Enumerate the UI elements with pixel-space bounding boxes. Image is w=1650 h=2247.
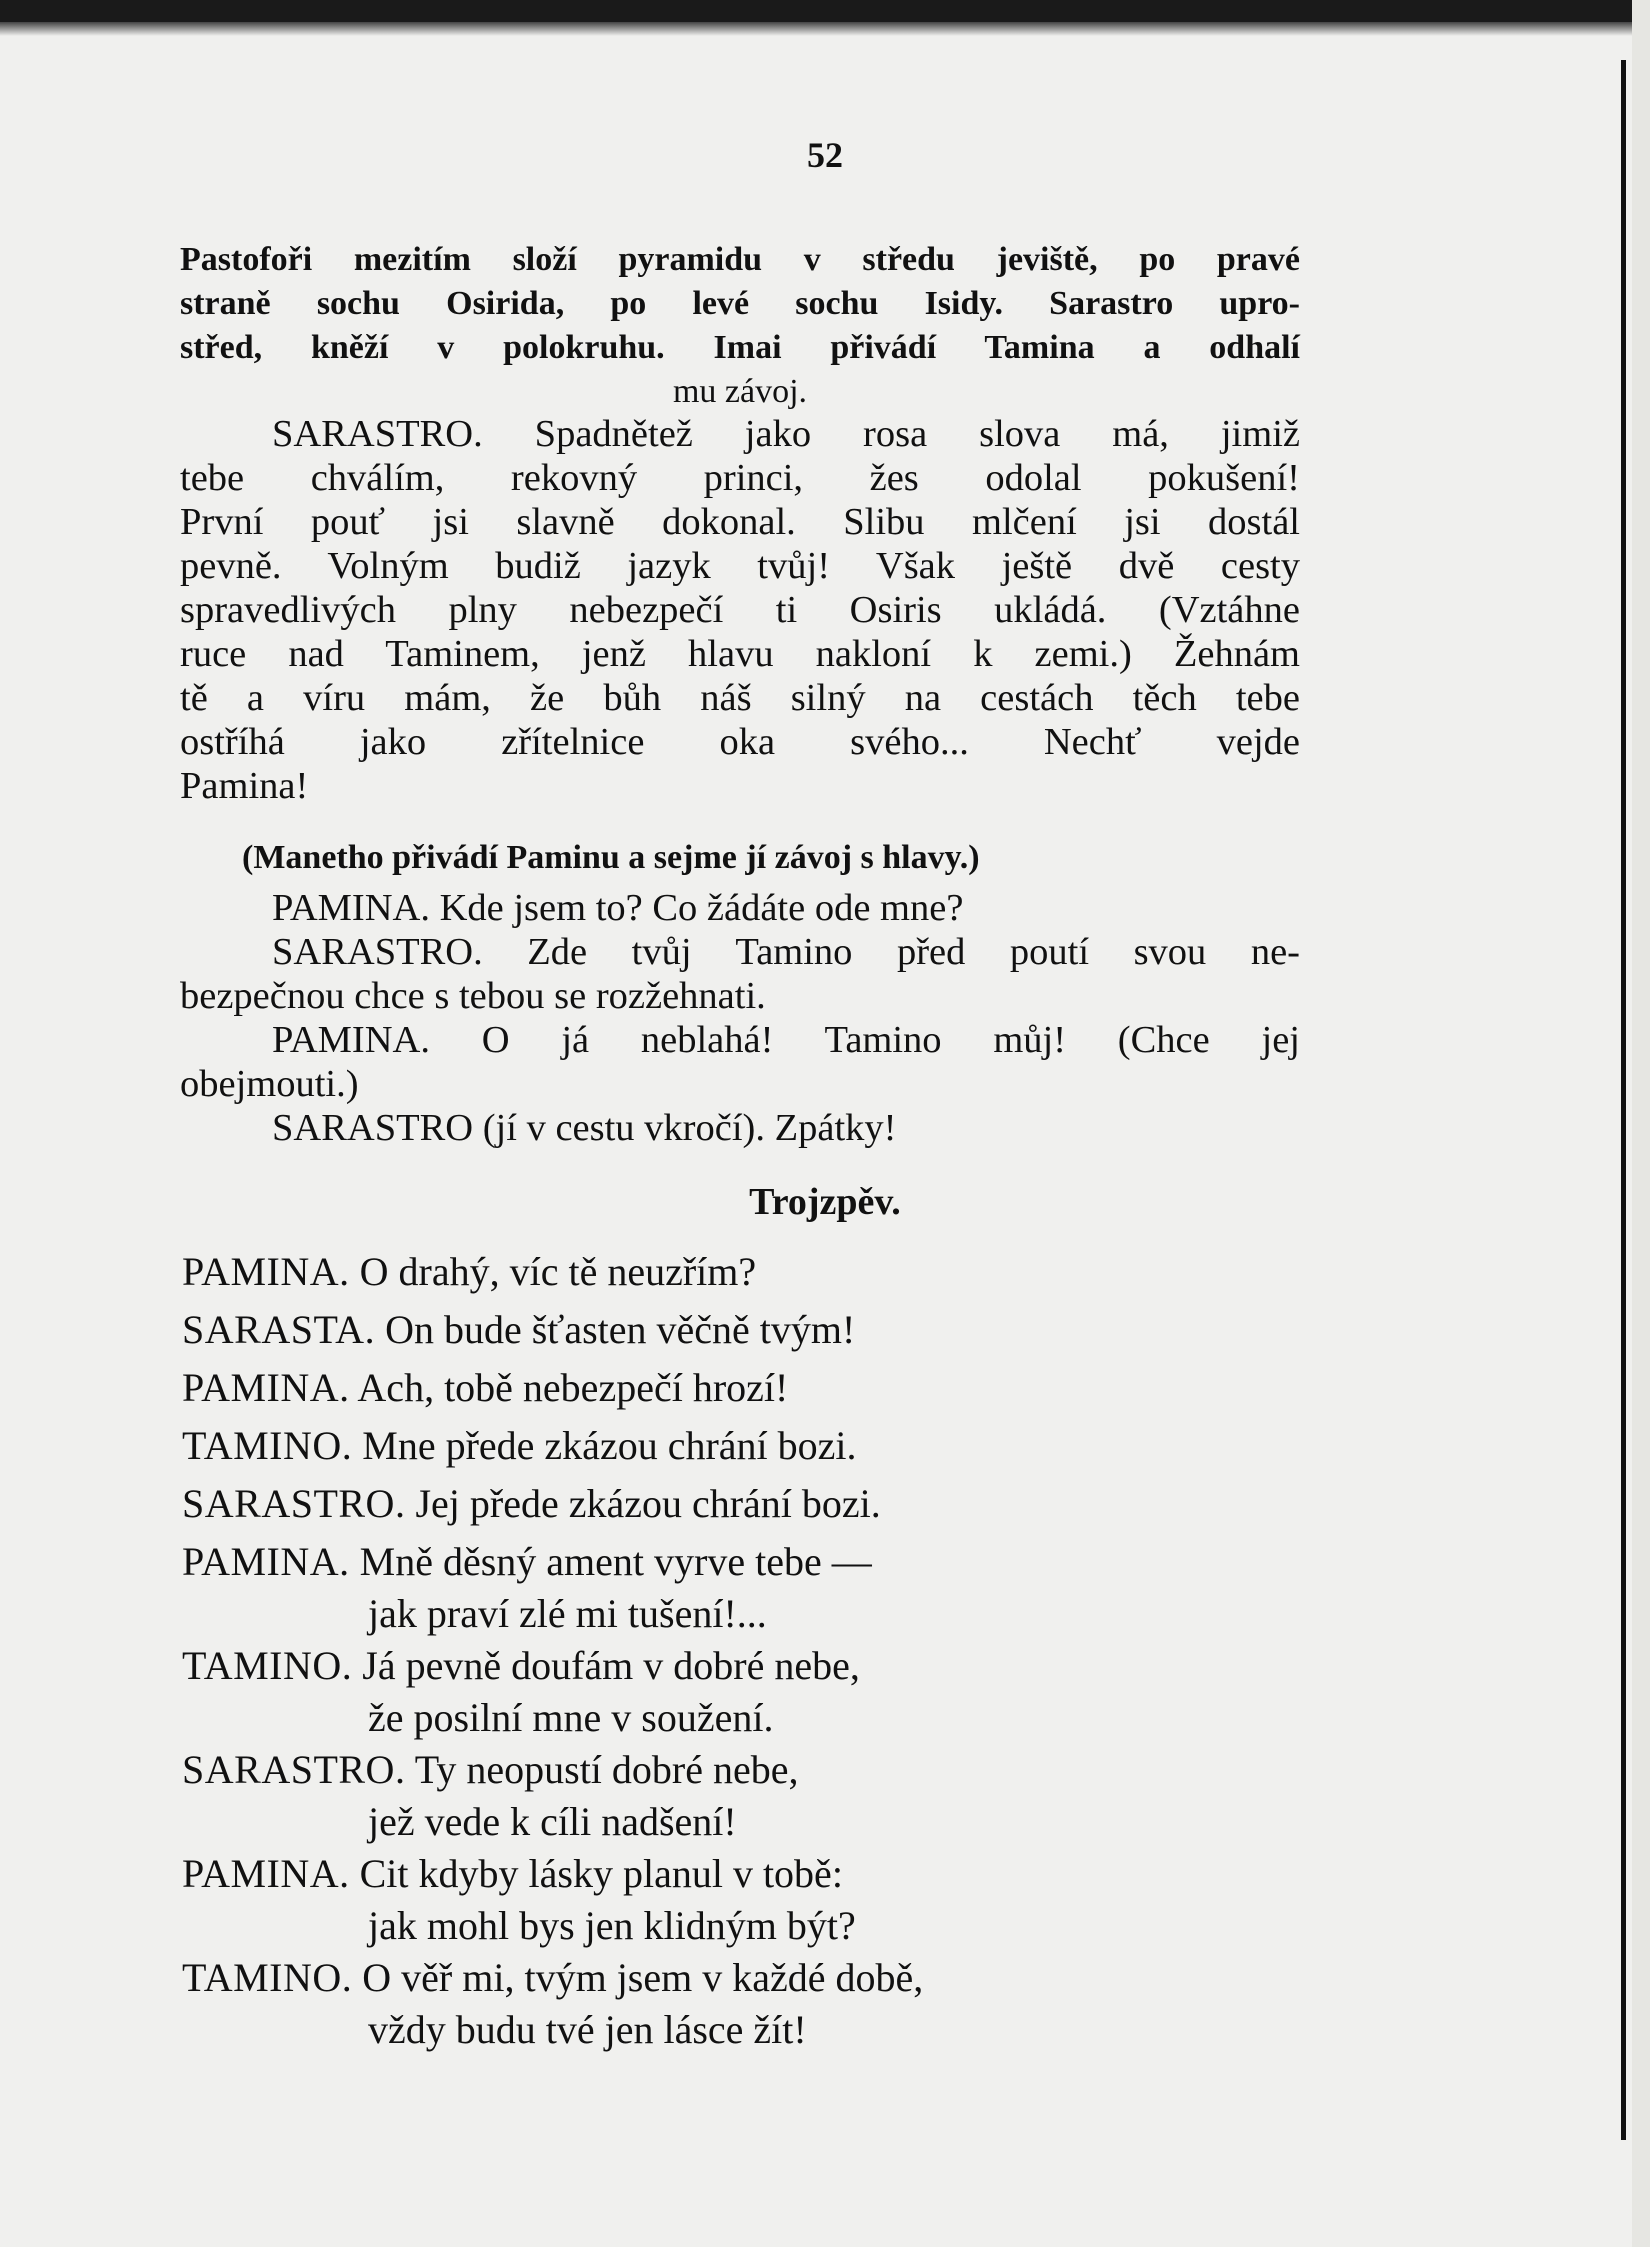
verse-line xyxy=(182,1301,1282,1359)
verse-text: Ach, tobě nebezpečí hrozí! xyxy=(357,1365,789,1410)
verse-text: On bude šťasten věčně tvým! xyxy=(385,1307,856,1352)
scan-top-border xyxy=(0,0,1650,22)
stage-direction-opening xyxy=(180,238,1300,414)
verse-text: O věř mi, tvým jsem v každé době, xyxy=(362,1955,924,2000)
text-line: tě a víru mám, že bůh náš silný na cestách těch tebe xyxy=(180,677,1300,719)
text-line: Pamina! xyxy=(180,765,309,807)
speaker-name: TAMINO. xyxy=(182,1423,353,1468)
text-line: PAMINA. O já neblahá! Tamino můj! (Chce jej xyxy=(272,1019,1300,1061)
text-line: obejmouti.) xyxy=(180,1063,359,1105)
verse-continuation: jak mohl bys jen klidným být? xyxy=(368,1903,856,1948)
speaker-name: PAMINA. xyxy=(182,1365,350,1410)
verse-line xyxy=(182,1533,1282,1591)
trio-heading: Trojzpěv. xyxy=(749,1181,901,1223)
trio-verses xyxy=(182,1243,1282,2053)
text-line: tebe chválím, rekovný princi, žes odolal pokušení! xyxy=(180,457,1300,499)
verse-line xyxy=(182,1417,1282,1475)
text-line: (Manetho přivádí Paminu a sejme jí závoj s hlavy.) xyxy=(242,839,980,876)
text-line: spravedlivých plny nebezpečí ti Osiris ukládá. (Vztáhne xyxy=(180,589,1300,631)
speaker-name: TAMINO. xyxy=(182,1955,353,2000)
verse-continuation: vždy budu tvé jen lásce žít! xyxy=(368,2007,807,2052)
sarastro-speech xyxy=(180,412,1300,808)
verse-line xyxy=(182,1637,1282,1695)
verse-continuation: jak praví zlé mi tušení!... xyxy=(368,1591,767,1636)
verse-line xyxy=(182,1949,1282,2007)
page-number: 52 xyxy=(807,135,843,175)
verse-text: Já pevně doufám v dobré nebe, xyxy=(362,1643,860,1688)
stage-direction-manetho xyxy=(180,836,1300,880)
verse-line xyxy=(182,1845,1282,1903)
text-line: straně sochu Osirida, po levé sochu Isidy. Sarastro upro- xyxy=(180,285,1300,322)
text-line: bezpečnou chce s tebou se rozžehnati. xyxy=(180,975,766,1017)
speaker-name: TAMINO. xyxy=(182,1643,353,1688)
verse-text: Mne přede zkázou chrání bozi. xyxy=(362,1423,857,1468)
text-line: SARASTRO. Spadnětež jako rosa slova má, jimiž xyxy=(272,413,1300,455)
verse-line xyxy=(182,1359,1282,1417)
speaker-name: PAMINA. xyxy=(182,1249,350,1294)
text-line: Pastofoři mezitím složí pyramidu v středu jeviště, po pravé xyxy=(180,241,1300,278)
speaker-name: PAMINA. xyxy=(182,1851,350,1896)
scan-right-edge xyxy=(1632,0,1650,2247)
speaker-name: SARASTRO. xyxy=(182,1747,406,1792)
verse-text: Cit kdyby lásky planul v tobě: xyxy=(359,1851,843,1896)
dialogue xyxy=(180,886,1300,1150)
speaker-name: SARASTRO. xyxy=(182,1481,406,1526)
binding-rule xyxy=(1621,60,1626,2140)
verse-text: O drahý, víc tě neuzřím? xyxy=(359,1249,757,1294)
text-line: První pouť jsi slavně dokonal. Slibu mlčení jsi dostál xyxy=(180,501,1300,543)
text-line: SARASTRO. Zde tvůj Tamino před poutí svou ne- xyxy=(272,931,1300,973)
verse-text: Ty neopustí dobré nebe, xyxy=(414,1747,799,1792)
verse-text: Jej přede zkázou chrání bozi. xyxy=(415,1481,881,1526)
scan-top-shadow xyxy=(0,22,1650,36)
text-line: střed, kněží v polokruhu. Imai přivádí Tamina a odhalí xyxy=(180,329,1300,366)
verse-continuation: jež vede k cíli nadšení! xyxy=(368,1799,737,1844)
text-line: ostříhá jako zřítelnice oka svého... Nechť vejde xyxy=(180,721,1300,763)
verse-line xyxy=(182,1475,1282,1533)
speaker-name: SARASTA. xyxy=(182,1307,376,1352)
verse-text: Mně děsný ament vyrve tebe — xyxy=(359,1539,872,1584)
verse-line xyxy=(182,1243,1282,1301)
text-line: PAMINA. Kde jsem to? Co žádáte ode mne? xyxy=(272,887,964,929)
text-line: pevně. Volným budiž jazyk tvůj! Však ještě dvě cesty xyxy=(180,545,1300,587)
verse-continuation: že posilní mne v soužení. xyxy=(368,1695,774,1740)
text-line: ruce nad Taminem, jenž hlavu nakloní k zemi.) Žehnám xyxy=(180,633,1300,675)
text-line: SARASTRO (jí v cestu vkročí). Zpátky! xyxy=(272,1107,897,1149)
verse-line xyxy=(182,1741,1282,1799)
text-line: mu závoj. xyxy=(672,373,808,410)
speaker-name: PAMINA. xyxy=(182,1539,350,1584)
